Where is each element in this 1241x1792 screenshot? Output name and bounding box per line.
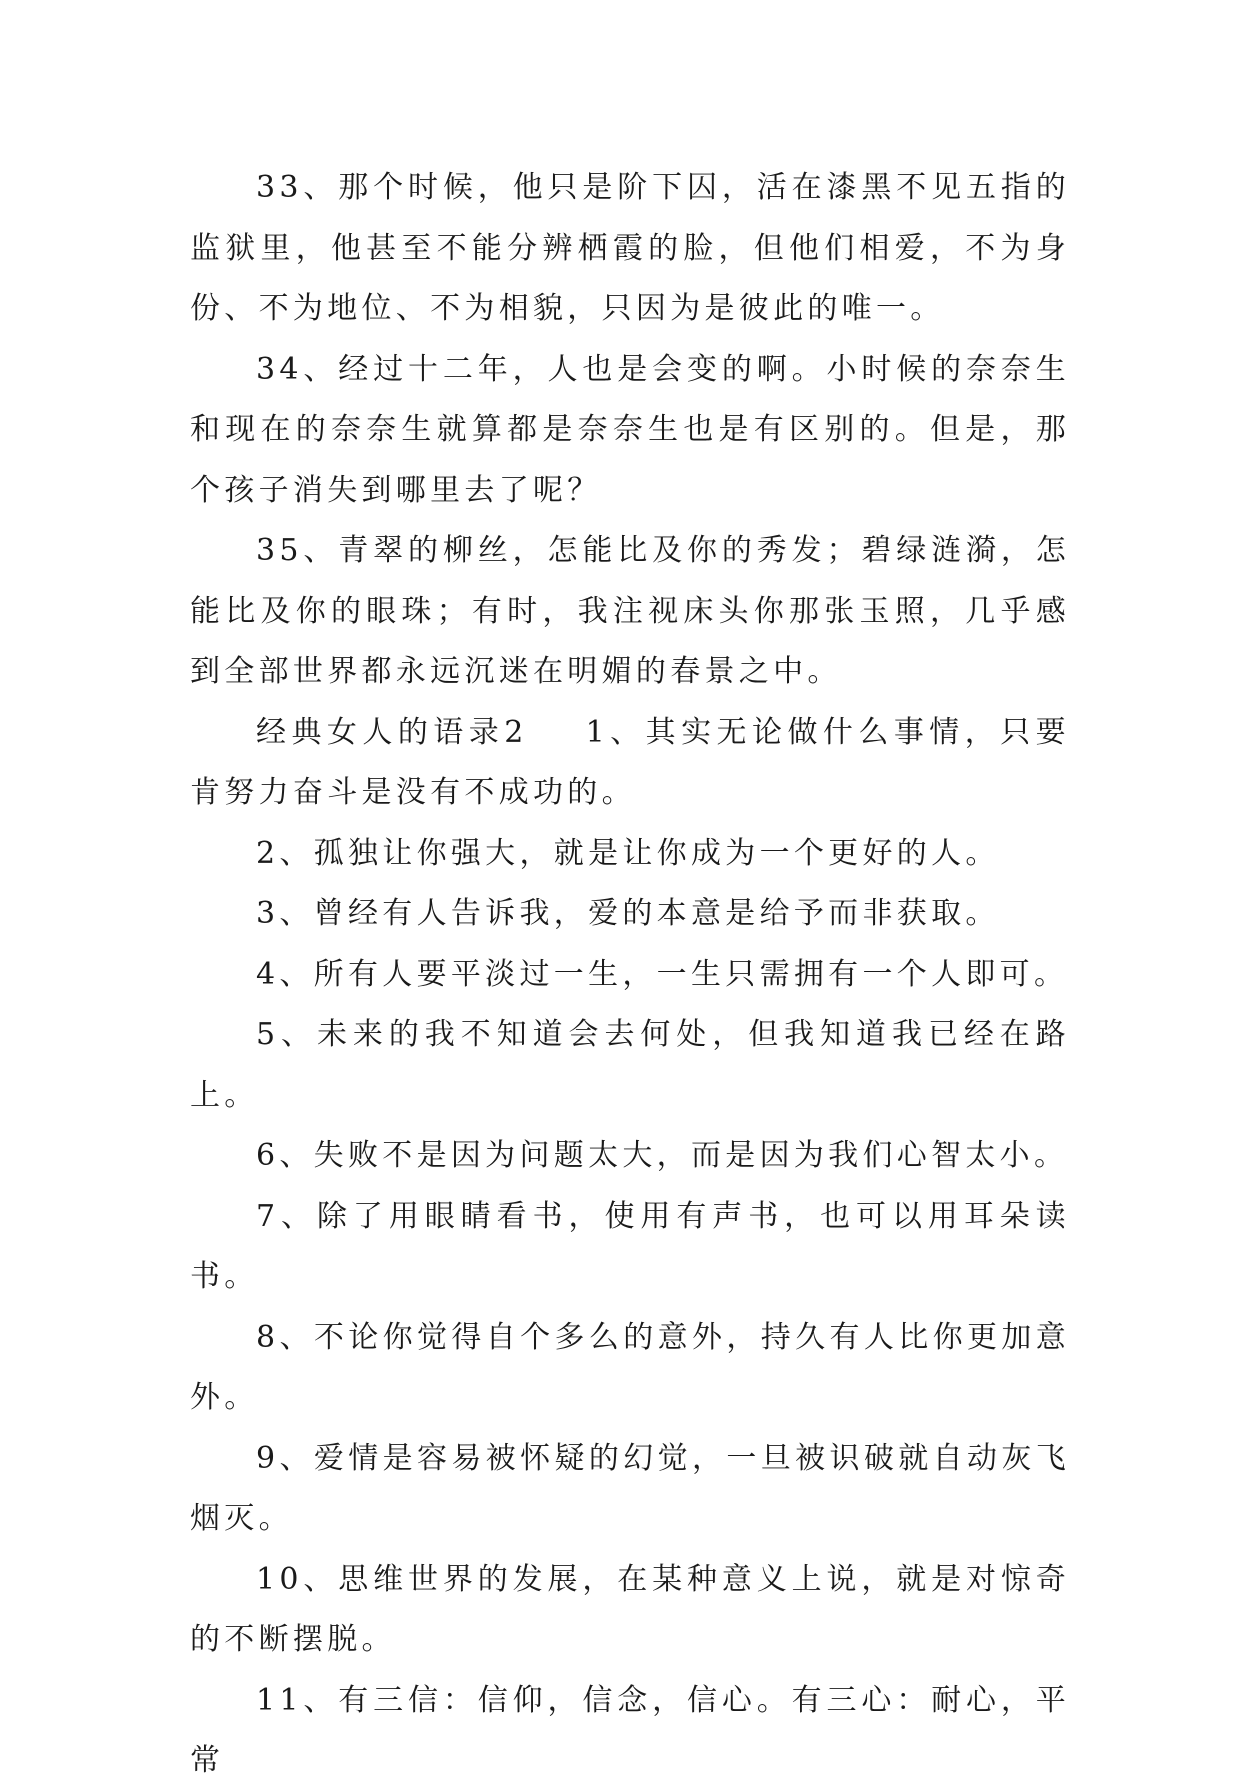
quote-paragraph-35: 35、青翠的柳丝，怎能比及你的秀发；碧绿涟漪，怎能比及你的眼珠；有时，我注视床头你那张玉照，几乎感到全部世界都永远沉迷在明媚的春景之中。 [190, 533, 1070, 689]
quote-item-11: 11、有三信：信仰，信念，信心。有三心：耐心，平常 [190, 1682, 1070, 1778]
quote-item-9: 9、爱情是容易被怀疑的幻觉，一旦被识破就自动灰飞烟灭。 [190, 1440, 1070, 1536]
quote-item-1: 1、其实无论做什么事情，只要肯努力奋斗是没有不成功的。 [190, 714, 1070, 810]
quote-item-4: 4、所有人要平淡过一生，一生只需拥有一个人即可。 [256, 956, 1069, 992]
quote-item-8: 8、不论你觉得自个多么的意外，持久有人比你更加意外。 [190, 1319, 1070, 1415]
quote-paragraph-33: 33、那个时候，他只是阶下囚，活在漆黑不见五指的监狱里，他甚至不能分辨栖霞的脸，但他们相爱，不为身份、不为地位、不为相貌，只因为是彼此的唯一。 [190, 170, 1070, 326]
section-heading: 经典女人的语录2 [256, 714, 528, 750]
quote-item-7: 7、除了用眼睛看书，使用有声书，也可以用耳朵读书。 [190, 1198, 1070, 1294]
quote-item-2: 2、孤独让你强大，就是让你成为一个更好的人。 [256, 835, 1000, 871]
quote-item-6: 6、失败不是因为问题太大，而是因为我们心智太小。 [256, 1138, 1069, 1173]
quote-item-10: 10、思维世界的发展，在某种意义上说，就是对惊奇的不断摆脱。 [190, 1561, 1070, 1657]
quote-item-3: 3、曾经有人告诉我，爱的本意是给予而非获取。 [256, 896, 1000, 931]
quote-item-5: 5、未来的我不知道会去何处，但我知道我已经在路上。 [190, 1017, 1070, 1113]
section-paragraph [190, 703, 1070, 824]
document-body [190, 158, 1070, 1792]
quote-paragraph-34: 34、经过十二年，人也是会变的啊。小时候的奈奈生和现在的奈奈生就算都是奈奈生也是有区别的。但是，那个孩子消失到哪里去了呢？ [190, 351, 1070, 508]
